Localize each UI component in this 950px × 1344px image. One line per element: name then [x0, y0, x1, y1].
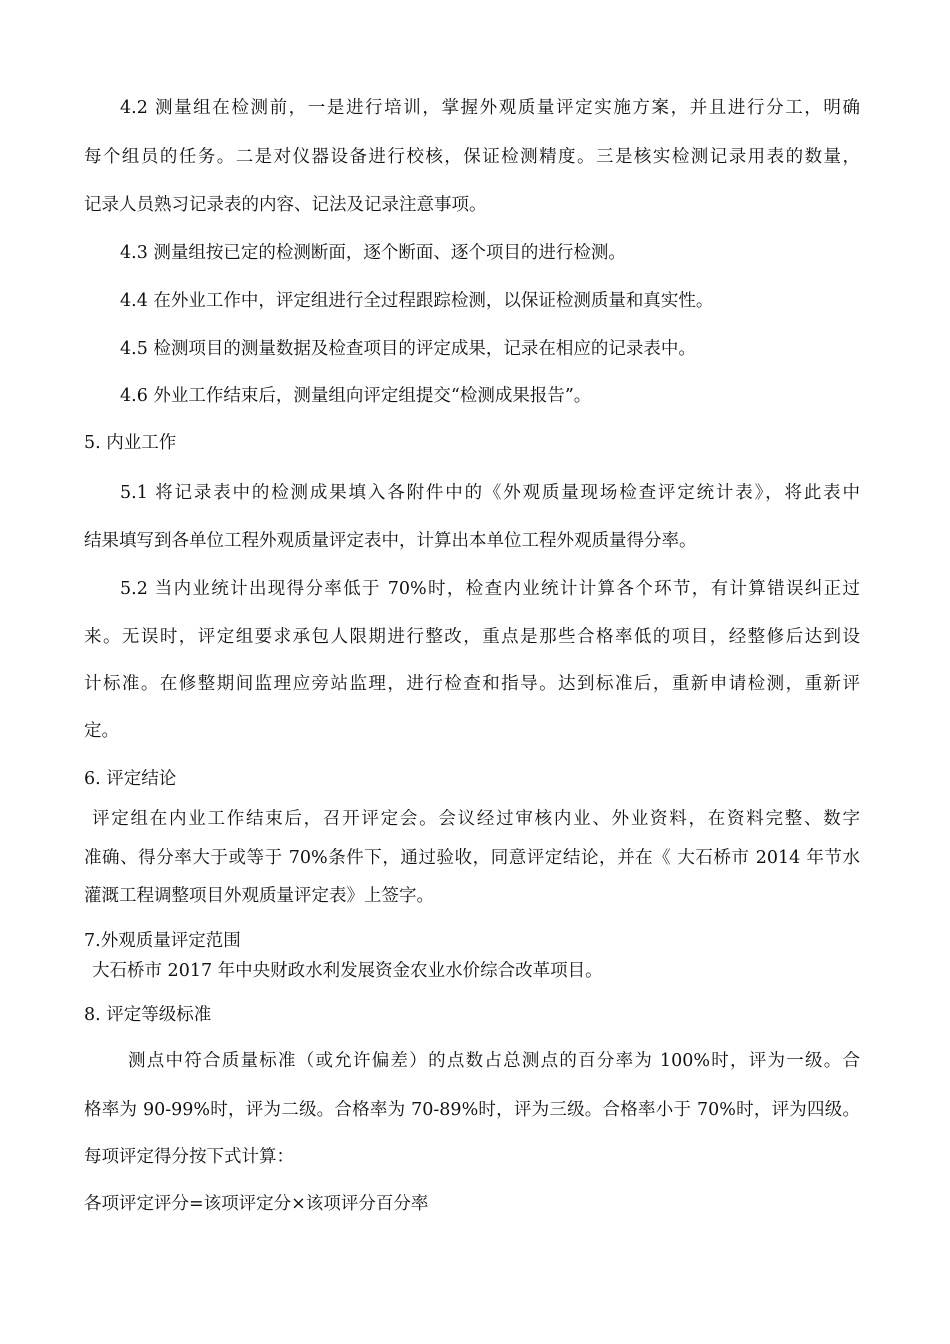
section-8-heading: 8. 评定等级标准 — [84, 1005, 212, 1025]
para-8-line-1: 测点中符合质量标准（或允许偏差）的点数占总测点的百分率为 100%时，评为一级。合 — [128, 1051, 860, 1071]
section-7-heading: 7.外观质量评定范围 — [84, 931, 241, 951]
section-6-heading: 6. 评定结论 — [84, 769, 177, 789]
para-5-2-line-2: 来。无误时，评定组要求承包人限期进行整改，重点是那些合格率低的项目，经整修后达到设 — [84, 627, 860, 647]
para-5-1-line-2: 结果填写到各单位工程外观质量评定表中，计算出本单位工程外观质量得分率。 — [84, 531, 697, 551]
para-7: 大石桥市 2017 年中央财政水利发展资金农业水价综合改革项目。 — [92, 961, 603, 981]
para-4-2-line-2: 每个组员的任务。二是对仪器设备进行校核，保证检测精度。三是核实检测记录用表的数量， — [84, 147, 860, 167]
para-6-line-2: 准确、得分率大于或等于 70%条件下，通过验收，同意评定结论，并在《 大石桥市 2014 年节水 — [84, 848, 860, 868]
score-formula: 各项评定评分=该项评定分×该项评分百分率 — [84, 1194, 429, 1214]
para-5-2-line-3: 计标准。在修整期间监理应旁站监理，进行检查和指导。达到标准后，重新申请检测，重新评 — [84, 674, 860, 694]
para-5-2-line-4: 定。 — [84, 721, 119, 741]
para-4-6: 4.6 外业工作结束后，测量组向评定组提交“检测成果报告”。 — [120, 386, 592, 406]
para-4-2-line-1: 4.2 测量组在检测前，一是进行培训，掌握外观质量评定实施方案，并且进行分工，明确 — [120, 98, 860, 118]
para-5-1-line-1: 5.1 将记录表中的检测成果填入各附件中的《外观质量现场检查评定统计表》，将此表中 — [120, 483, 860, 503]
section-5-heading: 5. 内业工作 — [84, 433, 177, 453]
calc-intro: 每项评定得分按下式计算： — [84, 1147, 294, 1167]
para-5-2-line-1: 5.2 当内业统计出现得分率低于 70%时，检查内业统计计算各个环节，有计算错误纠正过 — [120, 579, 860, 599]
para-4-5: 4.5 检测项目的测量数据及检查项目的评定成果，记录在相应的记录表中。 — [120, 339, 696, 359]
para-8-line-2: 格率为 90-99%时，评为二级。合格率为 70-89%时，评为三级。合格率小于 70%时，评为四级。 — [84, 1100, 860, 1120]
para-4-4: 4.4 在外业工作中，评定组进行全过程跟踪检测，以保证检测质量和真实性。 — [120, 291, 714, 311]
para-6-line-1: 评定组在内业工作结束后，召开评定会。会议经过审核内业、外业资料，在资料完整、数字 — [92, 809, 860, 829]
para-4-2-line-3: 记录人员熟习记录表的内容、记法及记录注意事项。 — [84, 195, 487, 215]
para-4-3: 4.3 测量组按已定的检测断面，逐个断面、逐个项目的进行检测。 — [120, 243, 626, 263]
para-6-line-3: 灌溉工程调整项目外观质量评定表》上签字。 — [84, 886, 434, 906]
